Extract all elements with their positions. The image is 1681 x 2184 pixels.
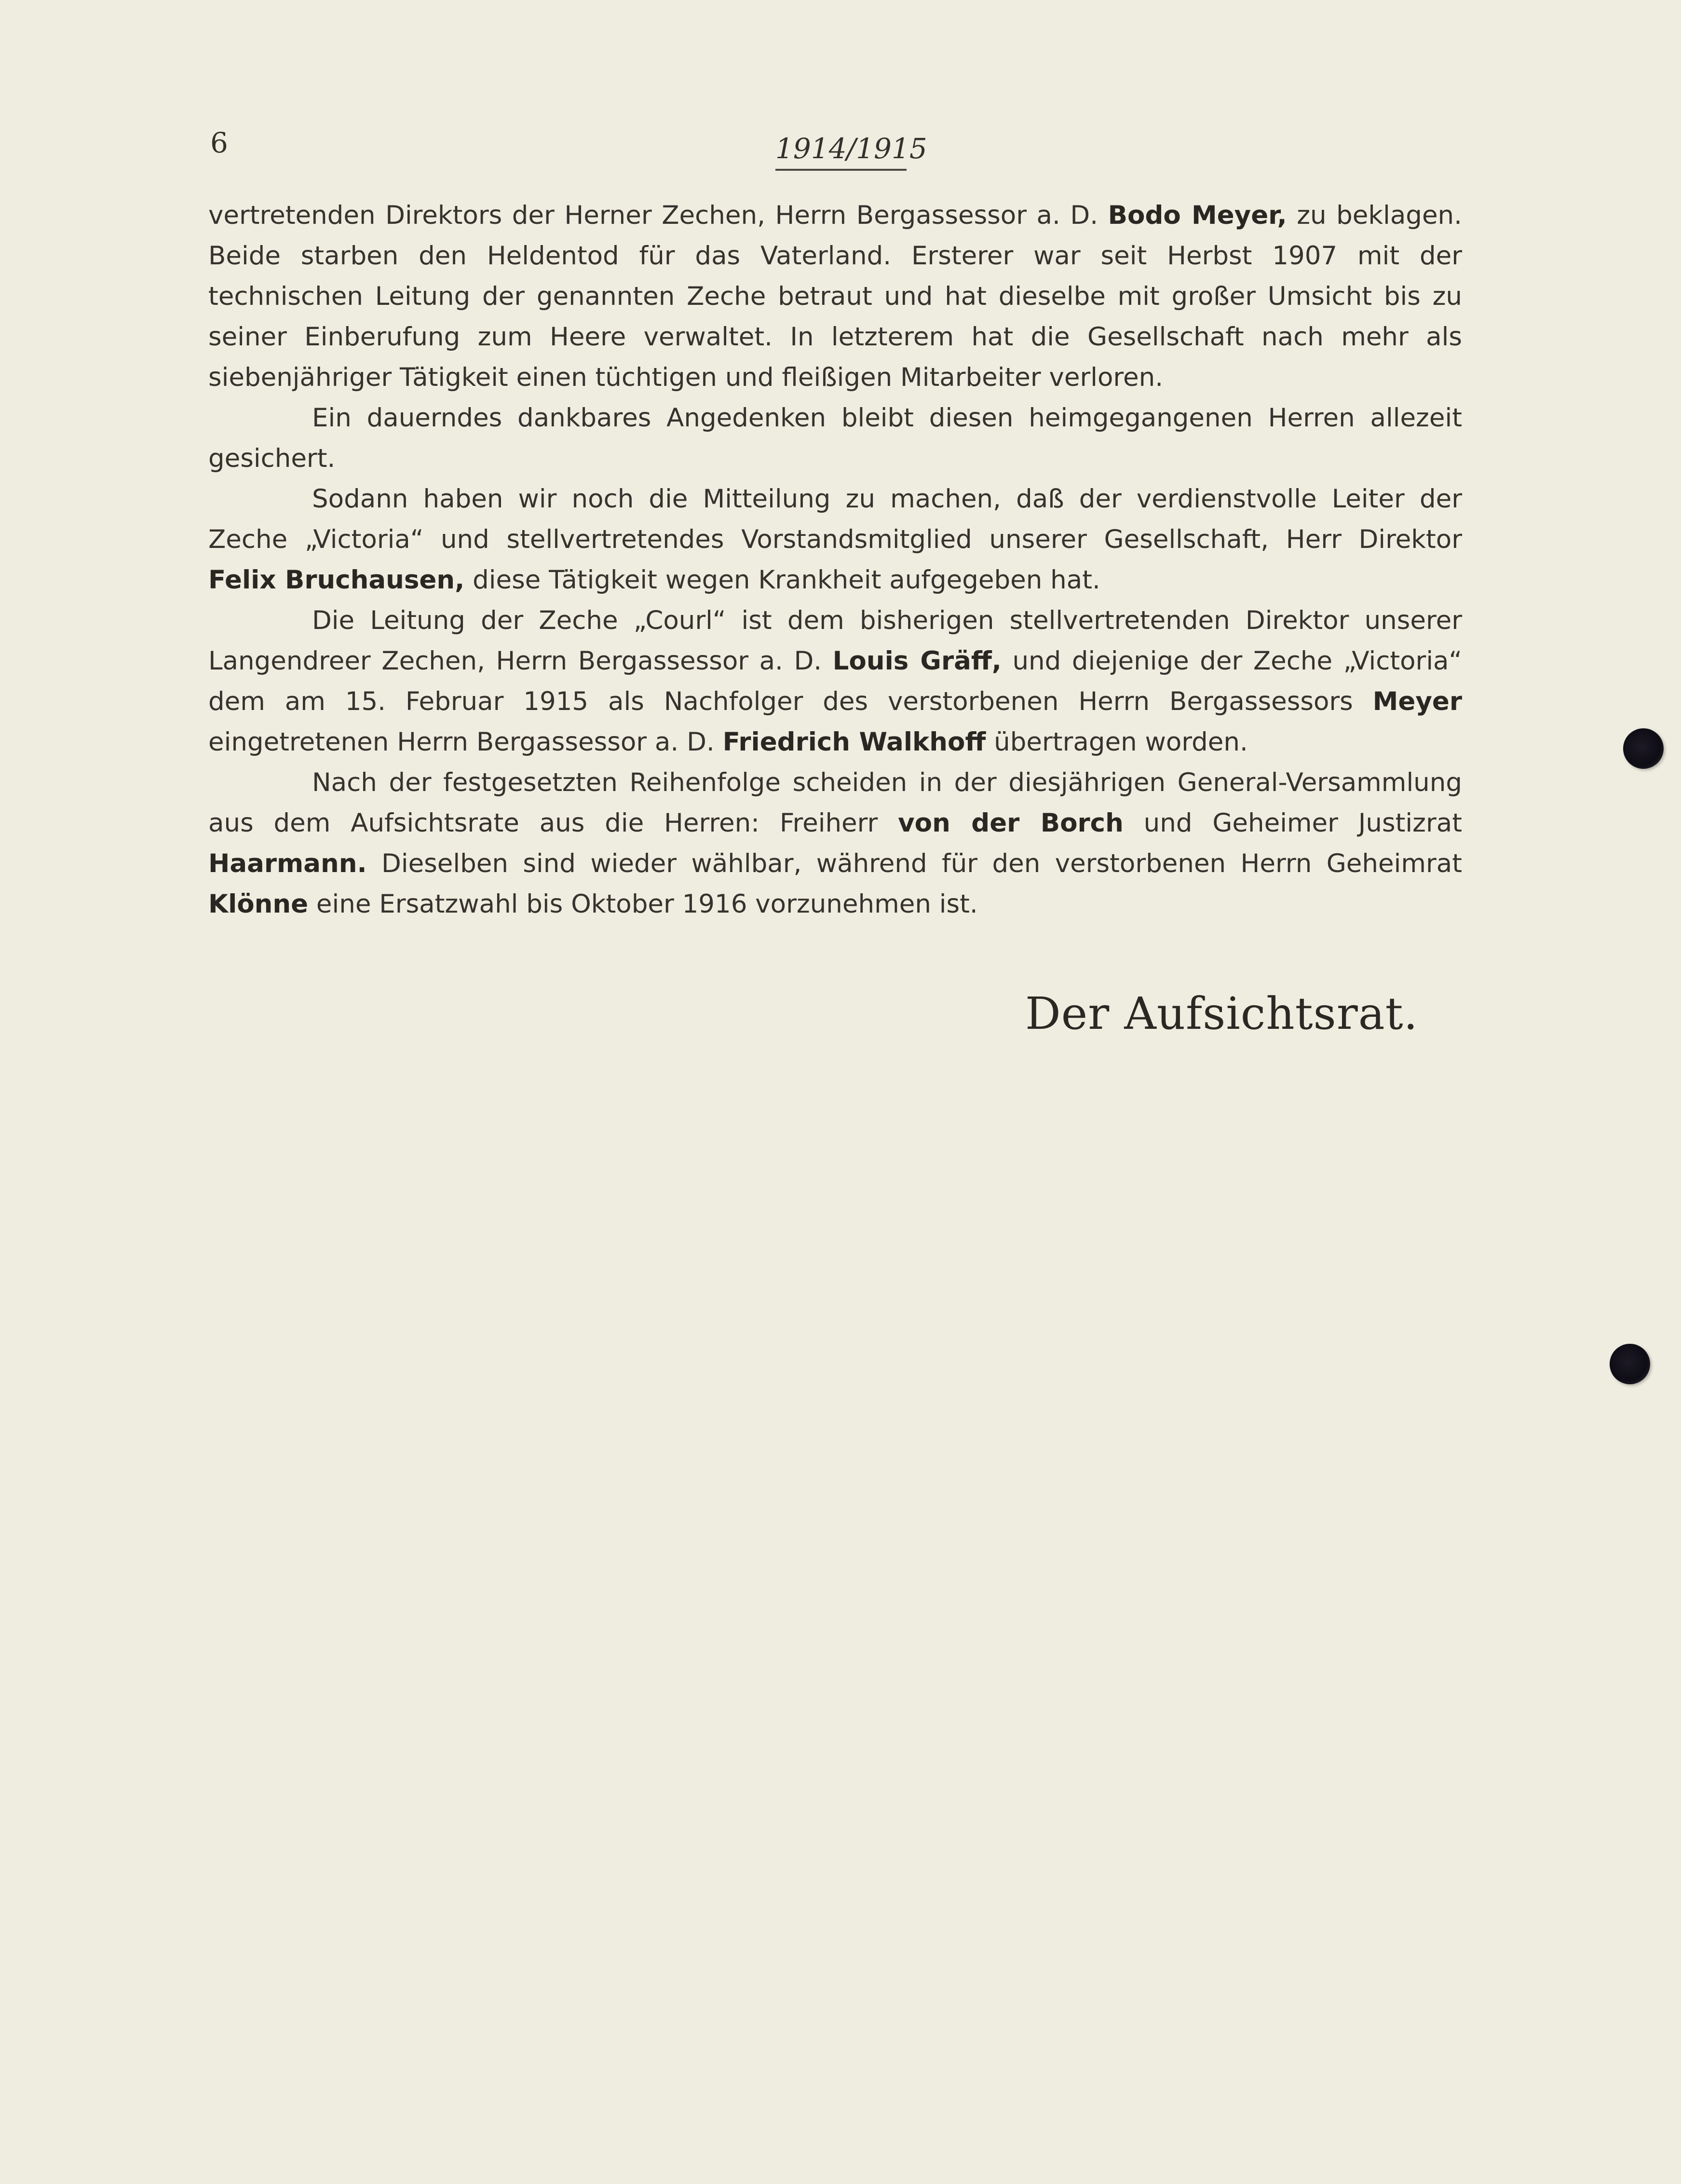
text-run: und diejenige der Zeche „Victoria“ dem am 15. Februar 1915 als Nachfolger des verstorbenen Herrn Bergassessors [208,646,1462,716]
text-run: Sodann haben wir noch die Mitteilung zu machen, daß der verdienstvolle Leiter der Zeche „Victoria“ und stellvertretendes Vorstandsmitglied unserer Gesellschaft, Herr Direktor [208,484,1462,554]
name-bold: von der Borch [898,808,1124,838]
name-bold: Klönne [208,889,309,919]
punch-hole [1623,728,1664,769]
paragraph [208,398,1462,479]
signature: Der Aufsichtsrat. [1025,988,1418,1039]
name-bold: Bodo Meyer, [1108,201,1287,230]
page-number: 6 [210,126,228,159]
body-text [208,195,1462,925]
paragraph [208,479,1462,601]
running-head: 1914/1915 [775,132,907,171]
text-run: und Geheimer Justizrat [1123,808,1462,838]
name-bold: Haarmann. [208,849,367,878]
paragraph [208,763,1462,925]
name-bold: Felix Bruchausen, [208,565,465,595]
text-run: Dieselben sind wieder wählbar, während für den verstorbenen Herrn Geheimrat [366,849,1462,878]
name-bold: Louis Gräff, [832,646,1002,676]
text-run: Ein dauerndes dankbares Angedenken bleibt diesen heimgegangenen Herren allezeit gesichert. [208,403,1462,473]
name-bold: Friedrich Walkhoff [722,727,986,757]
text-run: eingetretenen Herrn Bergassessor a. D. [208,727,723,757]
text-run: Nach der festgesetzten Reihenfolge scheiden in der diesjährigen General-Versammlung aus dem Aufsichtsrate aus die Herren: Freiherr [208,768,1462,838]
text-run: eine Ersatzwahl bis Oktober 1916 vorzunehmen ist. [308,889,978,919]
paragraph [208,195,1462,398]
text-run: vertretenden Direktors der Herner Zechen, Herrn Bergassessor a. D. [208,201,1108,230]
text-run: Die Leitung der Zeche „Courl“ ist dem bisherigen stellvertretenden Direktor unserer Langendreer Zechen, Herrn Bergassessor a. D. [208,606,1462,676]
name-bold: Meyer [1372,687,1462,716]
paragraph [208,601,1462,763]
text-run: diese Tätigkeit wegen Krankheit aufgegeben hat. [464,565,1100,595]
punch-hole [1610,1344,1650,1384]
text-run: zu beklagen. Beide starben den Heldentod für das Vaterland. Ersterer war seit Herbst 1907 mit der technischen Leitung der genannten Zeche betraut und hat dieselbe mit großer Umsicht bis zu seiner Einberufung zum Heere verwaltet. In letzterem hat die Gesellschaft nach mehr als siebenjähriger Tätigkeit einen tüchtigen und fleißigen Mitarbeiter verloren. [208,201,1462,392]
text-run: übertragen worden. [986,727,1248,757]
